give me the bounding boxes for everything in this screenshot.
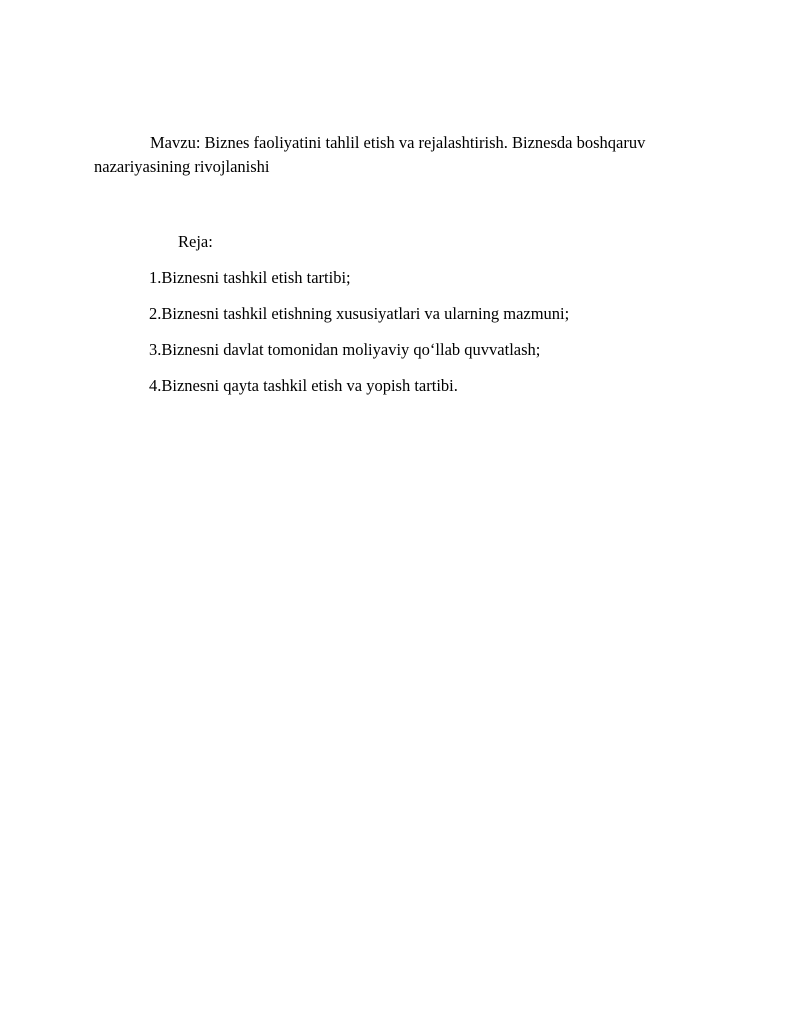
topic-paragraph: Mavzu: Biznes faoliyatini tahlil etish va rejalashtirish. Biznesda boshqaruv nazariyasining rivojlanishi <box>94 133 646 176</box>
plan-item-4: 4.Biznesni qayta tashkil etish va yopish tartibi. <box>149 376 458 395</box>
plan-list <box>149 266 569 410</box>
plan-item-3: 3.Biznesni davlat tomonidan moliyaviy qo‘llab quvvatlash; <box>149 340 541 359</box>
plan-heading: Reja: <box>178 232 213 251</box>
plan-item-1: 1.Biznesni tashkil etish tartibi; <box>149 268 351 287</box>
plan-item-2: 2.Biznesni tashkil etishning xususiyatlari va ularning mazmuni; <box>149 304 570 323</box>
